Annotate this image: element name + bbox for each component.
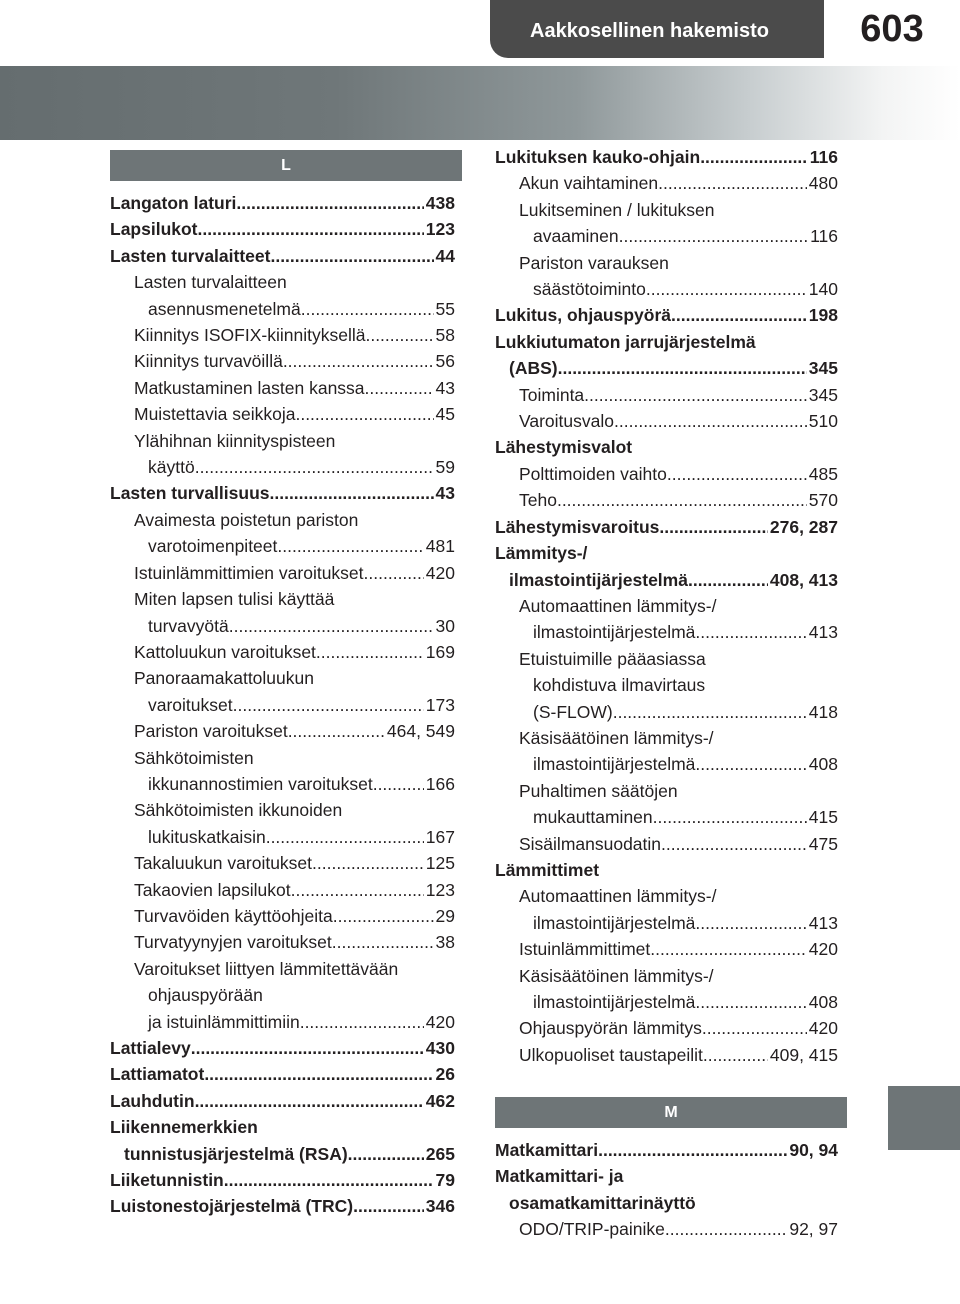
index-term: Käsisäätöinen lämmitys-/ [519,965,714,986]
index-subentry [110,718,455,744]
page-reference: 116 [810,226,838,247]
index-entry [495,144,838,170]
index-entry [495,1163,838,1216]
index-column-right-m [495,1137,838,1243]
dot-leader [224,1167,434,1193]
index-subentry [110,375,455,401]
section-header-l [110,150,462,181]
page-reference: 125 [425,853,455,874]
page-reference: 58 [435,325,455,346]
index-subentry [495,725,838,778]
dot-leader [283,348,434,374]
dot-leader [266,824,424,850]
dot-leader [661,831,807,857]
index-term: Lähestymisvaroitus [495,516,660,537]
index-term: Istuinlämmittimet [519,939,651,960]
dot-leader [695,989,806,1015]
index-term: ilmastointijärjestelmä [509,569,688,590]
index-entry [110,480,455,506]
dot-leader [353,1193,424,1219]
page-reference: 415 [808,807,838,828]
index-subentry [110,401,455,427]
index-term: Muistettavia seikkoja [134,404,296,425]
index-term: (ABS) [509,358,558,379]
index-term: Lukituksen kauko-ohjain [495,147,701,167]
index-term: ja istuinlämmittimiin [148,1011,300,1032]
index-entry [110,1035,455,1061]
index-term: osamatkamittarinäyttö [509,1192,696,1213]
page-reference: 173 [425,694,455,715]
index-term: Varoitukset liittyen lämmitettävään [134,958,399,979]
section-letter-l: L [281,157,291,174]
page-reference: 420 [808,939,838,960]
page-reference: 29 [435,905,455,926]
page-reference: 140 [808,279,838,300]
dot-leader [291,877,424,903]
page-reference: 430 [425,1038,455,1058]
page-reference: 44 [435,245,455,266]
dot-leader [332,929,434,955]
dot-leader [333,903,434,929]
index-term: Turvavöiden käyttöohjeita [134,905,333,926]
page-reference: 464, 549 [386,721,455,742]
page-reference: 418 [808,701,838,722]
dot-leader [702,1015,807,1041]
index-entry [110,1114,455,1167]
dot-leader [195,1088,424,1114]
index-term: Miten lapsen tulisi käyttää [134,589,335,610]
index-term: säästötoiminto [533,279,646,300]
index-term: ilmastointijärjestelmä [533,754,696,775]
dot-leader [700,144,808,170]
dot-leader [653,804,807,830]
index-term: Lasten turvalaitteet [110,245,271,266]
dot-leader [695,619,806,645]
page-reference: 166 [425,773,455,794]
dot-leader [619,223,808,249]
side-thumb-tab [888,1086,960,1150]
index-term: varoitukset [148,694,233,715]
index-subentry [495,883,838,936]
index-subentry [495,197,838,250]
dot-leader [348,1141,424,1167]
dot-leader [236,190,423,216]
page-reference: 420 [425,1011,455,1032]
index-term: Matkamittari- ja [495,1166,624,1187]
index-subentry [495,1042,838,1068]
page-reference: 420 [425,562,455,583]
dot-leader [198,216,424,242]
page-reference: 480 [808,173,838,194]
section-letter-m: M [664,1104,678,1121]
index-term: Matkustaminen lasten kanssa [134,377,365,398]
index-subentry [495,593,838,646]
index-term: Etuistuimille pääasiassa [519,648,706,669]
dot-leader [667,461,807,487]
page-reference: 408 [808,992,838,1012]
index-term: Sähkötoimisten ikkunoiden [134,800,343,821]
dot-leader [671,302,807,328]
index-term: Polttimoiden vaihto [519,463,667,484]
index-term: Ylähihnan kiinnityspisteen [134,430,336,451]
page-reference: 79 [435,1170,455,1191]
index-subentry [495,1015,838,1041]
dot-leader [558,355,807,381]
page-reference: 345 [808,358,838,379]
index-subentry [495,250,838,303]
header-banner [0,66,960,140]
page-reference: 43 [435,483,455,504]
page-reference: 510 [808,411,838,432]
index-subentry [110,560,455,586]
index-term: Automaattinen lämmitys-/ [519,595,717,616]
index-subentry [110,665,455,718]
page-reference: 55 [435,298,455,319]
page-number: 603 [860,8,924,50]
dot-leader [204,1061,433,1087]
page-reference: 90, 94 [789,1140,838,1160]
index-term: Kiinnitys turvavöillä [134,351,283,372]
dot-leader [614,408,807,434]
page-reference: 485 [808,463,838,484]
dot-leader [295,401,433,427]
index-term: Ulkopuoliset taustapeilit [519,1044,703,1065]
index-entry [495,329,838,382]
index-term: Teho [519,490,557,511]
index-subentry [110,322,455,348]
index-term: Kiinnitys ISOFIX-kiinnityksellä [134,325,366,346]
page-reference: 56 [435,351,455,372]
index-subentry [495,382,838,408]
index-subentry [495,461,838,487]
index-column-left [110,190,455,1220]
page-reference: 408, 413 [769,569,838,590]
page-reference: 481 [425,536,455,557]
page-reference: 570 [808,490,838,511]
index-entry [110,1088,455,1114]
dot-leader [312,850,424,876]
index-term: Lukitus, ohjauspyörä [495,305,671,326]
page-reference: 346 [425,1196,455,1217]
index-term: avaaminen [533,226,619,247]
index-term: Ohjauspyörän lämmitys [519,1018,702,1039]
index-term: kohdistuva ilmavirtaus [533,675,706,696]
index-term: Lattiamatot [110,1064,205,1085]
index-term: Akun vaihtaminen [519,173,659,194]
page-reference: 26 [435,1064,455,1085]
dot-leader [270,243,433,269]
index-entry [110,1193,455,1219]
index-subentry [495,778,838,831]
page-reference: 420 [808,1018,838,1039]
dot-leader [300,1009,424,1035]
index-term: Lukkiutumaton jarrujärjestelmä [495,331,756,352]
page-reference: 413 [808,622,838,643]
index-entry [495,302,838,328]
header-section-tab [490,0,824,58]
index-subentry [495,646,838,725]
dot-leader [373,771,424,797]
index-term: Kattoluukun varoitukset [134,641,316,662]
index-term: ODO/TRIP-painike [519,1219,665,1240]
index-term: Matkamittari [495,1140,599,1160]
index-term: asennusmenetelmä [148,298,301,319]
index-term: Avaimesta poistetun pariston [134,509,359,530]
index-term: Lasten turvalaitteen [134,272,287,293]
dot-leader [195,454,434,480]
dot-leader [277,533,423,559]
page-reference: 45 [435,404,455,425]
index-entry [495,514,838,540]
index-subentry [495,1216,838,1242]
index-term: ohjauspyörään [148,985,263,1006]
index-term: Lapsilukot [110,219,198,240]
index-subentry [110,850,455,876]
page-reference: 30 [435,615,455,636]
index-subentry [495,170,838,196]
index-subentry [495,408,838,434]
index-subentry [495,936,838,962]
index-term: lukituskatkaisin [148,826,266,847]
index-term: Pariston varauksen [519,252,669,273]
index-entry [495,857,838,883]
index-term: Liiketunnistin [110,1170,224,1191]
index-subentry [110,929,455,955]
index-term: Lukitseminen / lukituksen [519,199,715,220]
index-subentry [110,903,455,929]
dot-leader [301,296,434,322]
dot-leader [613,699,807,725]
index-subentry [110,797,455,850]
index-term: mukauttaminen [533,807,653,828]
index-term: Lämmittimet [495,859,600,880]
dot-leader [584,382,807,408]
index-term: Lattialevy [110,1038,191,1058]
index-subentry [110,956,455,1035]
index-term: ilmastointijärjestelmä [533,912,696,933]
dot-leader [658,170,807,196]
index-entry [110,1061,455,1087]
dot-leader [695,751,806,777]
page-reference: 116 [809,147,838,167]
dot-leader [233,692,424,718]
page-reference: 169 [425,641,455,662]
index-term: Takaovien lapsilukot [134,879,291,900]
section-header-m [495,1097,847,1128]
index-subentry [495,963,838,1016]
index-entry [110,1167,455,1193]
page-reference: 59 [435,457,455,478]
index-term: Langaton laturi [110,193,237,213]
index-term: turvavyötä [148,615,229,636]
index-term: Lämmitys-/ [495,543,588,564]
dot-leader [365,322,433,348]
dot-leader [650,936,807,962]
index-term: Pariston varoitukset [134,721,288,742]
index-entry [495,1137,838,1163]
index-term: Takaluukun varoitukset [134,853,313,874]
index-term: Lasten turvallisuus [110,483,270,504]
index-column-right-l [495,144,838,1068]
index-term: Käsisäätöinen lämmitys-/ [519,727,714,748]
index-term: Toiminta [519,384,585,405]
page-reference: 462 [425,1090,455,1111]
index-term: Panoraamakattoluukun [134,668,314,689]
index-subentry [110,877,455,903]
index-subentry [110,639,455,665]
dot-leader [316,639,424,665]
dot-leader [270,480,434,506]
index-term: Sähkötoimisten [134,747,254,768]
header-section-title: Aakkosellinen hakemisto [530,20,769,42]
index-term: (S-FLOW) [533,701,613,722]
dot-leader [688,567,768,593]
page-reference: 265 [425,1143,455,1164]
dot-leader [665,1216,787,1242]
index-term: Lauhdutin [110,1090,195,1111]
index-term: Istuinlämmittimien varoitukset [134,562,364,583]
index-term: Turvatyynyjen varoitukset [134,932,332,953]
index-term: Puhaltimen säätöjen [519,780,678,801]
index-entry [110,216,455,242]
index-term: ikkunannostimien varoitukset [148,773,373,794]
index-subentry [110,586,455,639]
index-term: Automaattinen lämmitys-/ [519,886,717,907]
page-reference: 409, 415 [769,1044,838,1065]
index-entry [110,190,455,216]
index-subentry [110,428,455,481]
page-reference: 123 [425,879,455,900]
index-term: varotoimenpiteet [148,536,278,557]
index-term: tunnistusjärjestelmä (RSA) [124,1143,348,1164]
page-reference: 38 [435,932,455,953]
page-reference: 43 [435,377,455,398]
dot-leader [365,375,434,401]
dot-leader [659,514,768,540]
dot-leader [557,487,807,513]
dot-leader [695,910,806,936]
index-term: Sisäilmansuodatin [519,833,662,854]
dot-leader [598,1137,787,1163]
page-reference: 123 [425,219,455,240]
dot-leader [646,276,807,302]
index-term: ilmastointijärjestelmä [533,622,696,643]
index-subentry [495,831,838,857]
index-subentry [110,348,455,374]
page-reference: 408 [808,754,838,775]
dot-leader [191,1035,424,1061]
index-term: Varoitusvalo [519,411,615,432]
index-term: Lähestymisvalot [495,437,633,458]
index-subentry [110,745,455,798]
index-entry [110,243,455,269]
page-number-box [824,0,960,66]
index-term: ilmastointijärjestelmä [533,992,696,1012]
page-reference: 198 [808,305,838,326]
index-subentry [110,507,455,560]
page-reference: 92, 97 [789,1219,838,1240]
page-reference: 475 [808,833,838,854]
index-term: Luistonestojärjestelmä (TRC) [110,1196,354,1217]
dot-leader [229,613,434,639]
index-term: Liikennemerkkien [110,1117,258,1138]
index-term: käyttö [148,457,195,478]
dot-leader [288,718,385,744]
page-reference: 345 [808,384,838,405]
index-entry [495,540,838,593]
index-entry [495,434,838,460]
page-reference: 438 [425,193,455,213]
index-subentry [495,487,838,513]
dot-leader [364,560,424,586]
page-reference: 276, 287 [769,516,838,537]
page-reference: 167 [425,826,455,847]
page-reference: 413 [808,912,838,933]
dot-leader [703,1042,768,1068]
index-subentry [110,269,455,322]
